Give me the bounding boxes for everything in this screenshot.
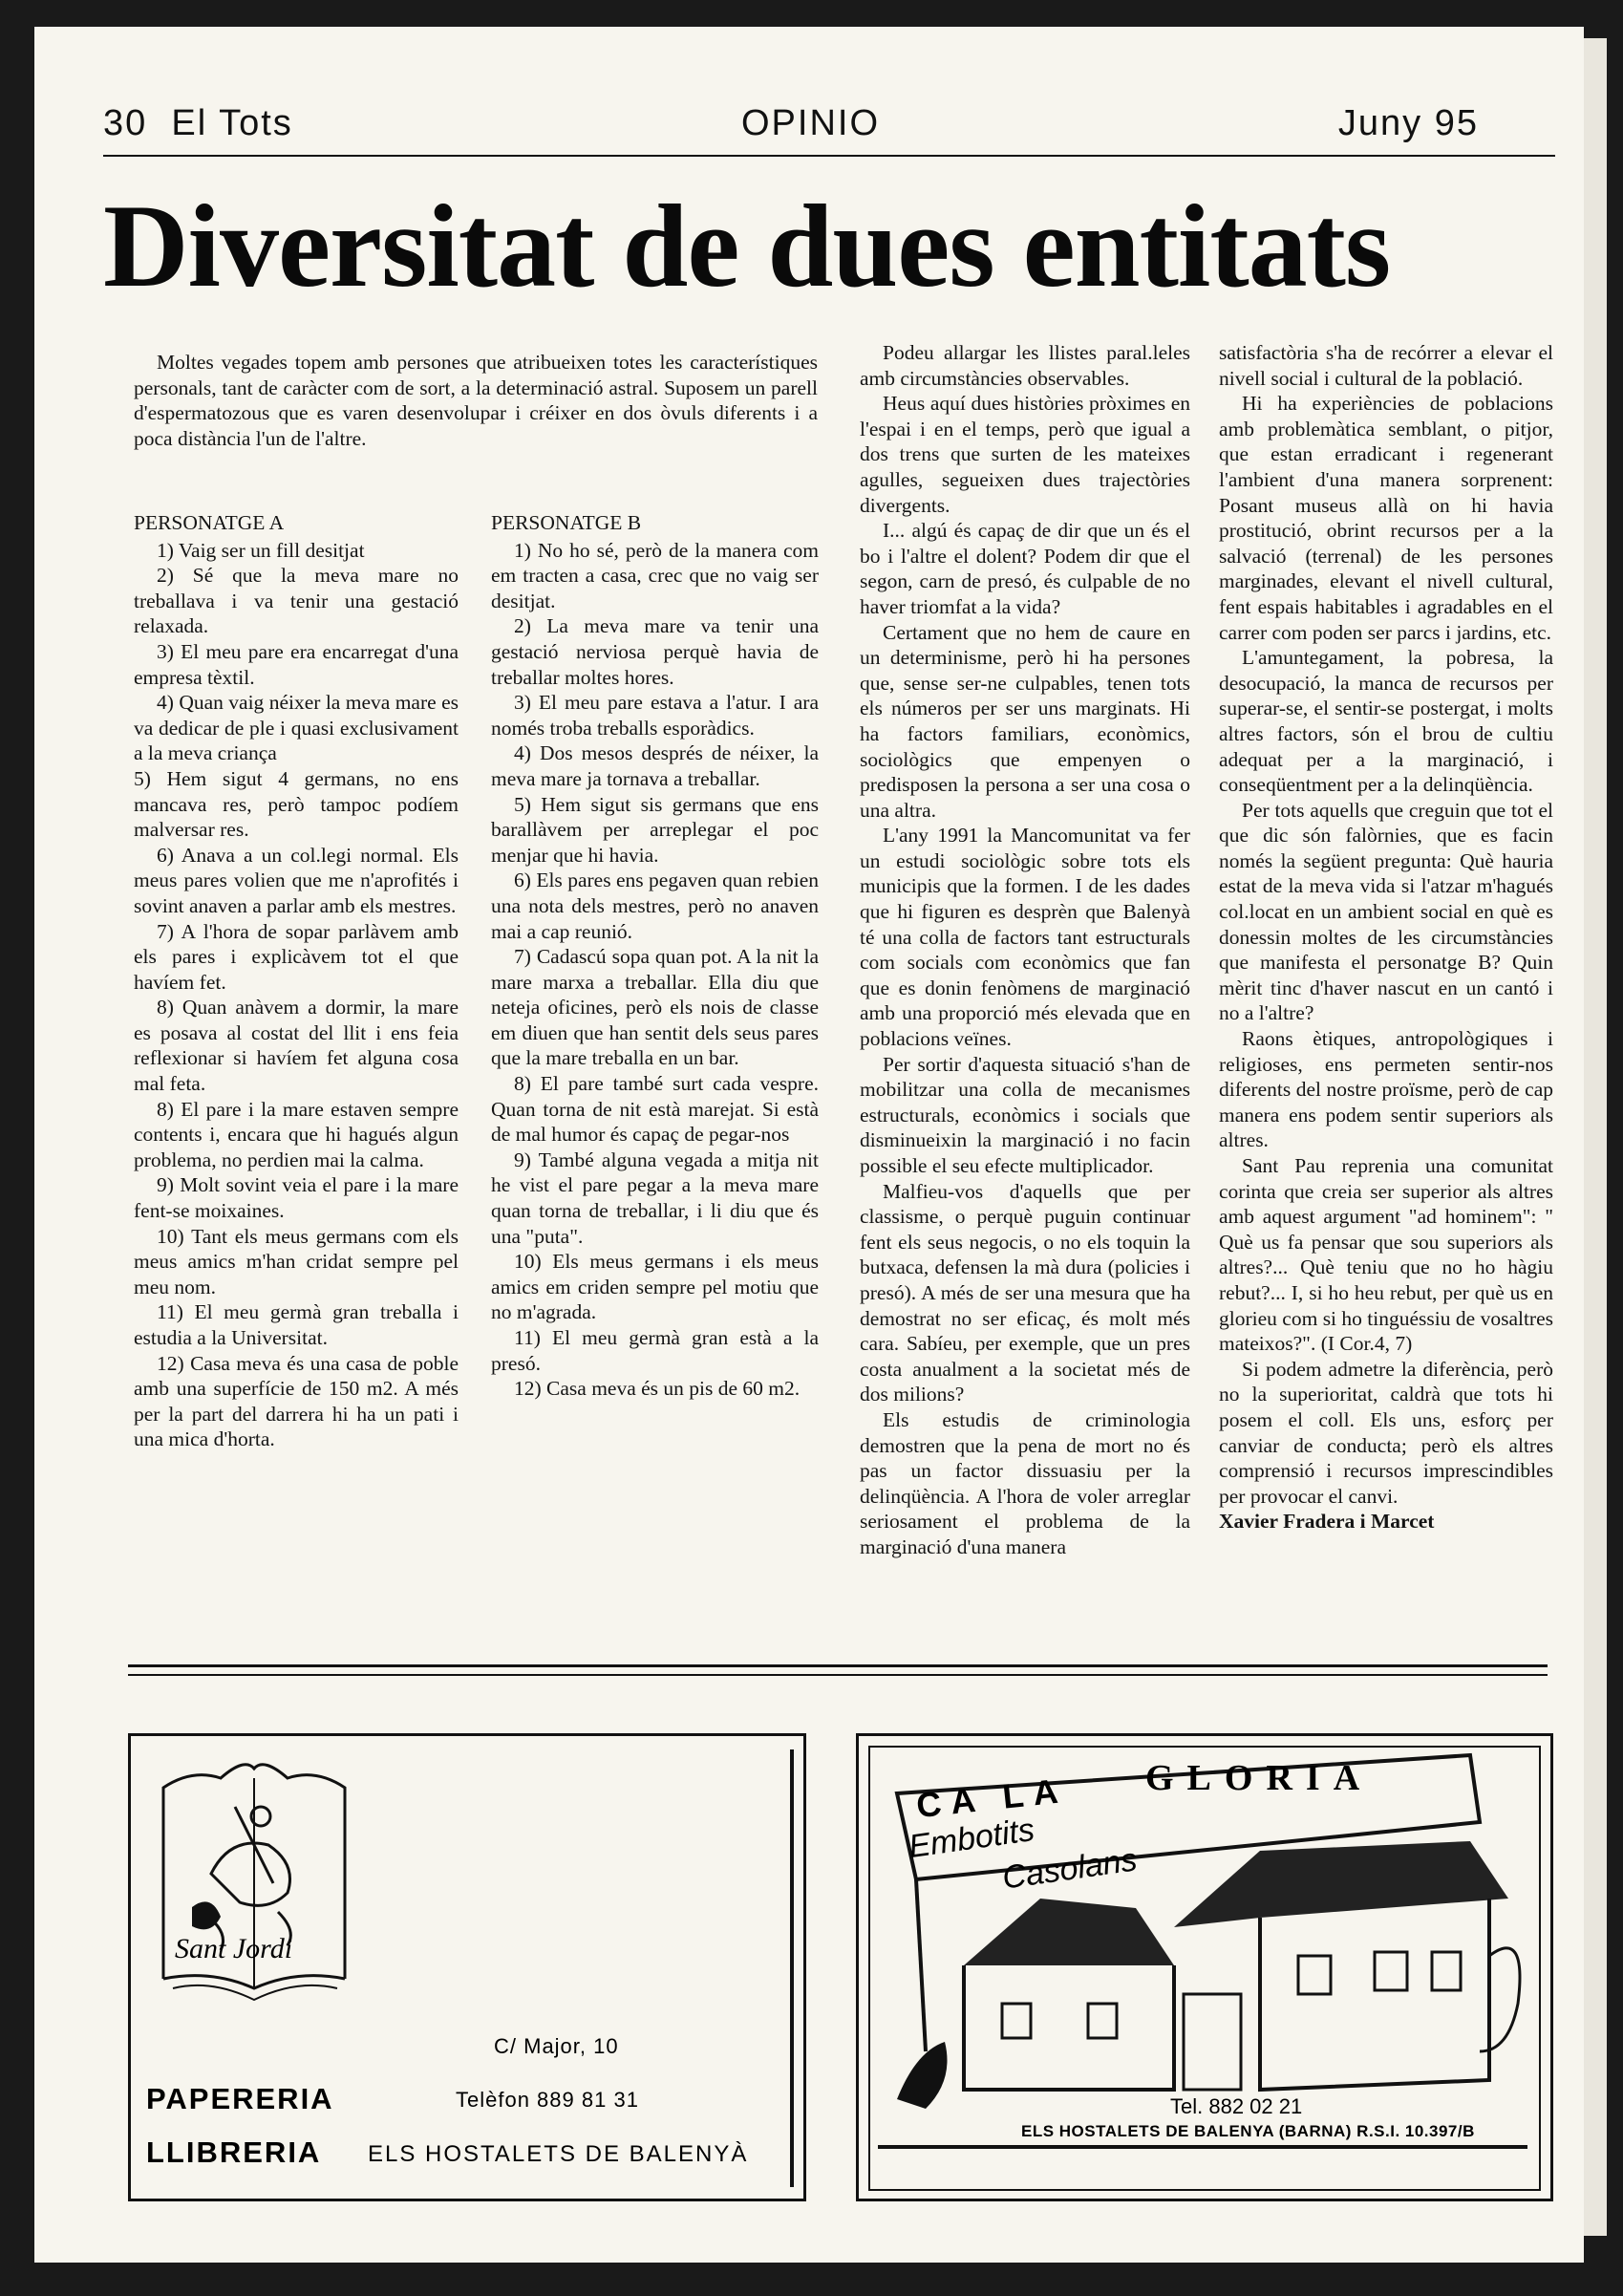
list-item: 11) El meu germà gran està a la presó. [491, 1326, 819, 1375]
ad-papereria: PAPERERIA [146, 2082, 334, 2115]
list-item: 4) Quan vaig néixer la meva mare es va dedicar de ple i quasi exclusivament a la meva criança [134, 691, 459, 765]
header-left [103, 103, 293, 144]
list-item: 8) El pare també surt cada vespre. Quan torna de nit està marejat. Si està de mal humor és capaç de pegar-nos [491, 1072, 819, 1147]
ad-llibreria: LLIBRERIA [146, 2135, 322, 2169]
paragraph: Hi ha experiències de poblacions amb problemàtica semblant, o pitjor, que estan erradicant i regenerant l'ambient d'una manera sorprenent: Posant museus allà on hi havia prostitució, obrint recursos per a la salvació (terrenal) de les persones marginades, elevant el nivell cultural, fent espais habitables i agradables en el carrer com poden ser parcs i jardins, etc. [1219, 392, 1553, 644]
list-item: 3) El meu pare estava a l'atur. I ara només troba treballs esporàdics. [491, 691, 819, 740]
sant-jordi-book-logo [154, 1749, 354, 2007]
personatge-a-heading: PERSONATGE A [134, 511, 285, 534]
intro-paragraph [134, 350, 818, 451]
list-item: 9) Molt sovint veia el pare i la mare fent-se moixaines. [134, 1173, 459, 1223]
list-item: 12) Casa meva és un pis de 60 m2. [514, 1377, 801, 1401]
column-personatge-a [134, 510, 459, 1452]
gloria-title: GLORIA [1145, 1758, 1374, 1798]
list-item: 2) Sé que la meva mare no treballava i va tenir una gestació relaxada. [134, 564, 459, 638]
paragraph: L'amuntegament, la pobresa, la desocupació, la manca de recursos per superar-se, el sentir-se postergat, i molts altres factors, són el brou de cultiu adequat per a la marginació, i conseqüentment per a la delinqüència. [1219, 646, 1553, 797]
list-item: 7) Cadascú sopa quan pot. A la nit la mare marxa a treballar. Ella diu que neteja oficines, però els nois de classe em diuen que han sentit dels seus pares que la mare treballa en un bar. [491, 945, 819, 1070]
ad-right-phone: Tel. 882 02 21 [1170, 2094, 1303, 2118]
ad-right-footer: ELS HOSTALETS DE BALENYA (BARNA) R.S.I. 10.397/B [1021, 2122, 1475, 2140]
embotits-text: Embotits [906, 1811, 1037, 1866]
ad-town: ELS HOSTALETS DE BALENYÀ [368, 2141, 749, 2167]
column-three [860, 340, 1190, 1560]
list-item: 9) També alguna vegada a mitja nit he vist el pare pegar a la meva mare quan torna de treballar, i li diu que és una "puta". [491, 1148, 819, 1248]
section-name: OPINIO [741, 103, 881, 143]
ad-papereria-sant-jordi [128, 1733, 806, 2201]
intro-text: Moltes vegades topem amb persones que atribueixen totes les característiques personals, tant de caràcter com de sort, a la determinació astral. Suposem un parell d'espermatozous que es varen desenvolupar i créixer en dos òvuls diferents i a poca distància l'un de l'altre. [134, 351, 818, 450]
paragraph: Malfieu-vos d'aquells que per classisme, o perquè puguin continuar fent els seus negocis, o no els toquin la butxaca, defensen la mà dura (policies i presó). A més de ser una mesura que ha demostrat no ser eficaç, és molt més cara. Sabíeu, per exemple, que un pres costa anualment a la societat més de dos milions? [860, 1179, 1190, 1406]
page-number: 30 [103, 103, 148, 143]
sant-jordi-logo-text: Sant Jordi [175, 1933, 293, 1964]
magazine-page [34, 27, 1584, 2263]
list-item: 8) Quan anàvem a dormir, la mare es posava al costat del llit i ens feia reflexionar si havíem fet alguna cosa mal feta. [134, 996, 459, 1096]
author-signature: Xavier Fradera i Marcet [1219, 1510, 1435, 1534]
column-personatge-b [491, 510, 819, 1402]
ad-address: C/ Major, 10 [494, 2034, 619, 2058]
paragraph: Heus aquí dues històries pròximes en l'espai i en el temps, però que igual a dos trens que surten de les mateixes agulles, segueixen dues trajectòries divergents. [860, 392, 1190, 517]
list-item: 5) Hem sigut 4 germans, no ens mancava res, però tampoc podíem malversar res. [134, 766, 459, 842]
article-title: Diversitat de dues entitats [103, 181, 1391, 311]
paragraph: Sant Pau reprenia una comunitat corinta que creia ser superior als altres amb aquest argument "ad hominem": " Què us fa pensar que sou superiors als altres?... Què teniu que no ho hàgiu rebut?... I, si ho heu rebut, per què us en glorieu com si ho tinguéssiu de vosaltres mateixos?". (I Cor.4, 7) [1219, 1154, 1553, 1356]
header-rule [103, 155, 1555, 157]
list-item: 2) La meva mare va tenir una gestació nerviosa perquè havia de treballar moltes hores. [491, 614, 819, 689]
paragraph: Els estudis de criminologia demostren que la pena de mort no és pas un factor dissuasiu per la delinqüència. A l'hora de voler arreglar seriosament el problema de la marginació d'una manera [860, 1407, 1190, 1558]
ad-phone: Telèfon 889 81 31 [456, 2088, 639, 2112]
paragraph: Raons ètiques, antropològiques i religioses, ens permeten sentir-nos diferents del nostre proïsme, però de cap manera ens podem sentir superiors als altres. [1219, 1027, 1553, 1152]
list-item: 1) No ho sé, però de la manera com em tracten a casa, crec que no vaig ser desitjat. [491, 538, 819, 612]
list-item: 6) Els pares ens pegaven quan rebien una nota dels mestres, però no anaven mai a cap reunió. [491, 869, 819, 943]
list-item: 5) Hem sigut sis germans que ens barallàvem per arreplegar el poc menjar que hi havia. [491, 792, 819, 867]
magazine-name: El Tots [171, 103, 293, 143]
list-item: 11) El meu germà gran treballa i estudia a la Universitat. [134, 1300, 459, 1349]
ad-border-bar [790, 1749, 794, 2187]
paragraph: Certament que no hem de caure en un determinisme, però hi ha persones que, sense ser-ne culpables, tenen tots els números per ser uns marginats. Hi ha factors familiars, econòmics, sociològics que empenyen o predisposen la persona a ser una cosa o una altra. [860, 620, 1190, 822]
list-item: 3) El meu pare era encarregat d'una empresa tèxtil. [134, 639, 459, 689]
list-item: 10) Els meus germans i els meus amics em criden sempre pel motiu que no m'agrada. [491, 1250, 819, 1324]
paragraph: satisfactòria s'ha de recórrer a elevar el nivell social i cultural de la població. [1219, 341, 1553, 390]
ads-divider-bottom [128, 1674, 1548, 1676]
list-item: 4) Dos mesos després de néixer, la meva mare ja tornava a treballar. [491, 741, 819, 790]
paragraph: L'any 1991 la Mancomunitat va fer un estudi sociològic sobre tots els municipis que la formen. I de les dades que hi figuren es desprèn que Balenyà té una colla de factors tant estructurals com socials com econòmics que fan que es donin fenòmens de marginació amb una proporció més elevada que en poblacions veïnes. [860, 824, 1190, 1051]
list-item: 12) Casa meva és una casa de poble amb una superfície de 150 m2. A més per la part del darrera hi ha un pati i una mica d'horta. [134, 1351, 459, 1451]
ad-ca-la-gloria [856, 1733, 1553, 2201]
paragraph: Si podem admetre la diferència, però no la superioritat, caldrà que tots hi posem el coll. Els uns, esforç per canviar de conducta; però els altres comprensió i recursos imprescindibles per provocar el canvi. [1219, 1357, 1553, 1508]
list-item: 7) A l'hora de sopar parlàvem amb els pares i explicàvem tot el que havíem fet. [134, 919, 459, 994]
list-item: 10) Tant els meus germans com els meus amics m'han cridat sempre pel meu nom. [134, 1224, 459, 1298]
ca-la-title: CA LA [914, 1770, 1070, 1826]
next-page-edge [1584, 38, 1607, 2236]
ads-divider-top [128, 1664, 1548, 1667]
list-item: 8) El pare i la mare estaven sempre contents i, encara que hi hagués algun problema, no perdien mai la calma. [134, 1097, 459, 1171]
list-item: 6) Anava a un col.legi normal. Els meus pares volien que me n'aprofités i sovint anaven a parlar amb els mestres. [134, 843, 459, 917]
issue-date: Juny 95 [1337, 103, 1479, 143]
column-four [1219, 340, 1553, 1534]
paragraph: Podeu allargar les llistes paral.leles amb circumstàncies observables. [860, 341, 1190, 390]
list-item: 1) Vaig ser un fill desitjat [157, 538, 365, 562]
casolans-text: Casolans [999, 1841, 1140, 1897]
personatge-b-heading: PERSONATGE B [491, 511, 642, 534]
paragraph: Per sortir d'aquesta situació s'han de mobilitzar una colla de mecanismes estructurals, econòmics i socials que disminueixin la marginació i no facin possible el seu efecte multiplicador. [860, 1052, 1190, 1177]
paragraph: Per tots aquells que creguin que tot el que dic són falòrnies, que es facin només la següent pregunta: Què hauria estat de la meva vida si l'atzar m'hagués col.locat en un ambient social en què es donessin moltes de les circumstàncies que manifesta el personatge B? Quin mèrit tinc d'haver nascut en un cantó i no a l'altre? [1219, 798, 1553, 1025]
paragraph: I... algú és capaç de dir que un és el bo i l'altre el dolent? Podem dir que el segon, carn de presó, és culpable de no haver triomfat a la vida? [860, 519, 1190, 618]
